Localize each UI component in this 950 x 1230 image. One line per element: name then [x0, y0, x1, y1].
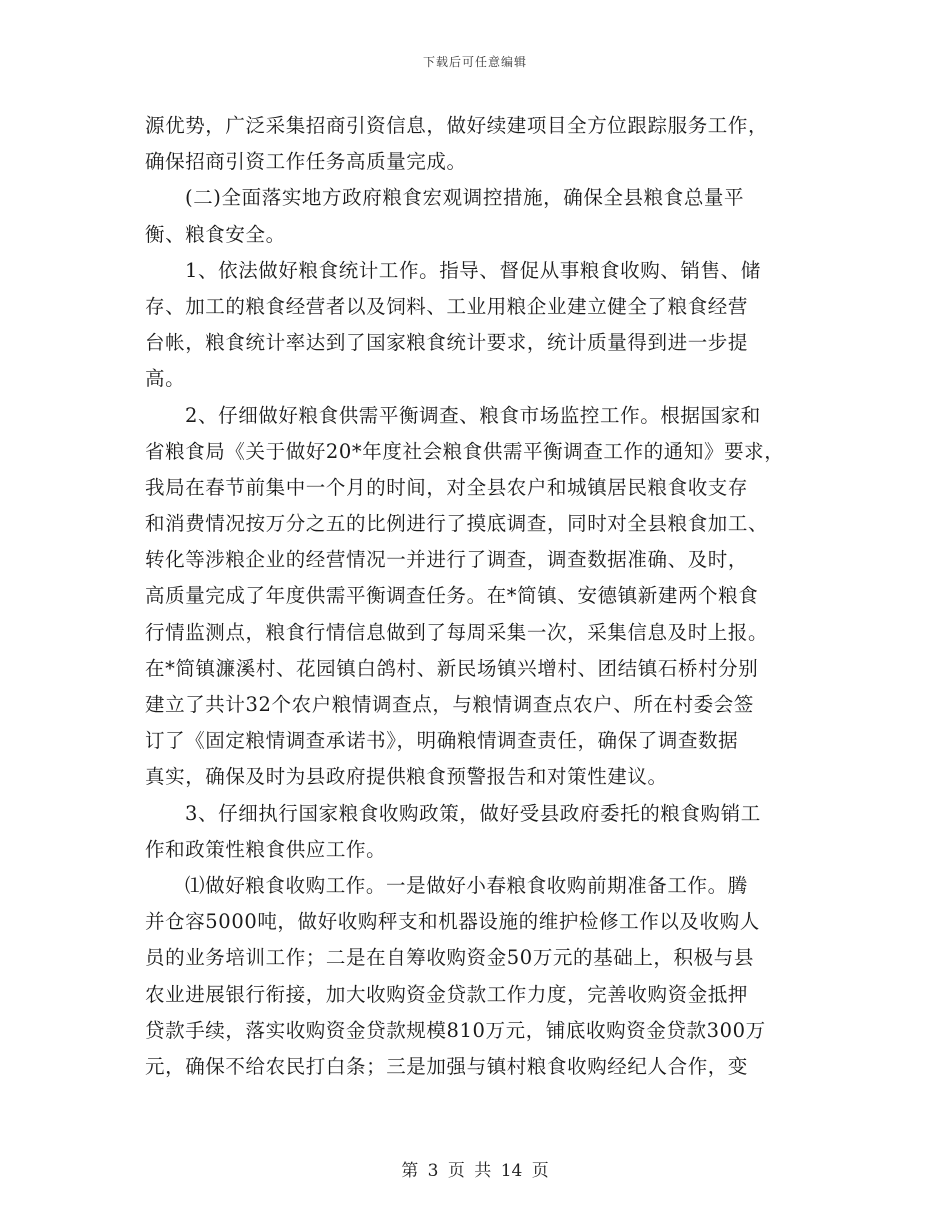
- body-line: 真实，确保及时为县政府提供粮食预警报告和对策性建议。: [145, 765, 668, 789]
- body-line: 台帐，粮食统计率达到了国家粮食统计要求，统计质量得到进一步提: [145, 331, 749, 355]
- body-line: 我局在春节前集中一个月的时间，对全县农户和城镇居民粮食收支存: [145, 475, 749, 499]
- body-line: 作和政策性粮食供应工作。: [145, 837, 387, 861]
- body-line: 衡、粮食安全。: [145, 222, 286, 246]
- body-line: 高。: [145, 367, 186, 391]
- body-line: 员的业务培训工作；二是在自筹收购资金50万元的基础上，积极与县: [145, 946, 754, 970]
- body-line: 贷款手续，落实收购资金贷款规模810万元，铺底收购资金贷款300万: [145, 1018, 766, 1042]
- paragraph-start: ⑴做好粮食收购工作。一是做好小春粮食收购前期准备工作。腾: [185, 873, 748, 897]
- page-number-footer: 第 3 页 共 14 页: [401, 1161, 549, 1181]
- body-line: 转化等涉粮企业的经营情况一并进行了调查，调查数据准确、及时，: [145, 548, 749, 572]
- paragraph-start: 1、依法做好粮食统计工作。指导、督促从事粮食收购、销售、储: [185, 258, 761, 282]
- body-line: 并仓容5000吨，做好收购秤支和机器设施的维护检修工作以及收购人: [145, 910, 760, 934]
- body-line: 确保招商引资工作任务高质量完成。: [145, 150, 467, 174]
- body-line: 农业进展银行衔接，加大收购资金贷款工作力度，完善收购资金抵押: [145, 982, 749, 1006]
- body-line: 高质量完成了年度供需平衡调查任务。在*简镇、安德镇新建两个粮食: [145, 584, 759, 608]
- body-line: 在*简镇濂溪村、花园镇白鸽村、新民场镇兴增村、团结镇石桥村分别: [145, 656, 759, 680]
- paragraph-start: 3、仔细执行国家粮食收购政策，做好受县政府委托的粮食购销工: [185, 801, 761, 825]
- body-line: 源优势，广泛采集招商引资信息，做好续建项目全方位跟踪服务工作，: [145, 114, 769, 137]
- document-body: [145, 108, 810, 1085]
- body-line: 建立了共计32个农户粮情调查点，与粮情调查点农户、所在村委会签: [145, 693, 754, 716]
- body-line: 订了《固定粮情调查承诺书》，明确粮情调查责任，确保了调查数据: [145, 729, 739, 753]
- section-heading: (二)全面落实地方政府粮食宏观调控措施，确保全县粮食总量平: [185, 186, 745, 210]
- paragraph-start: 2、仔细做好粮食供需平衡调查、粮食市场监控工作。根据国家和: [185, 403, 761, 427]
- body-line: 和消费情况按万分之五的比例进行了摸底调查，同时对全县粮食加工、: [145, 512, 769, 536]
- body-line: 行情监测点，粮食行情信息做到了每周采集一次，采集信息及时上报。: [145, 620, 769, 644]
- body-line: 存、加工的粮食经营者以及饲料、工业用粮企业建立健全了粮食经营: [145, 294, 749, 318]
- page-header: 下载后可任意编辑: [422, 55, 527, 69]
- body-line: 元，确保不给农民打白条；三是加强与镇村粮食收购经纪人合作，变: [145, 1054, 749, 1078]
- body-line: 省粮食局《关于做好20*年度社会粮食供需平衡调查工作的通知》要求，: [145, 439, 785, 463]
